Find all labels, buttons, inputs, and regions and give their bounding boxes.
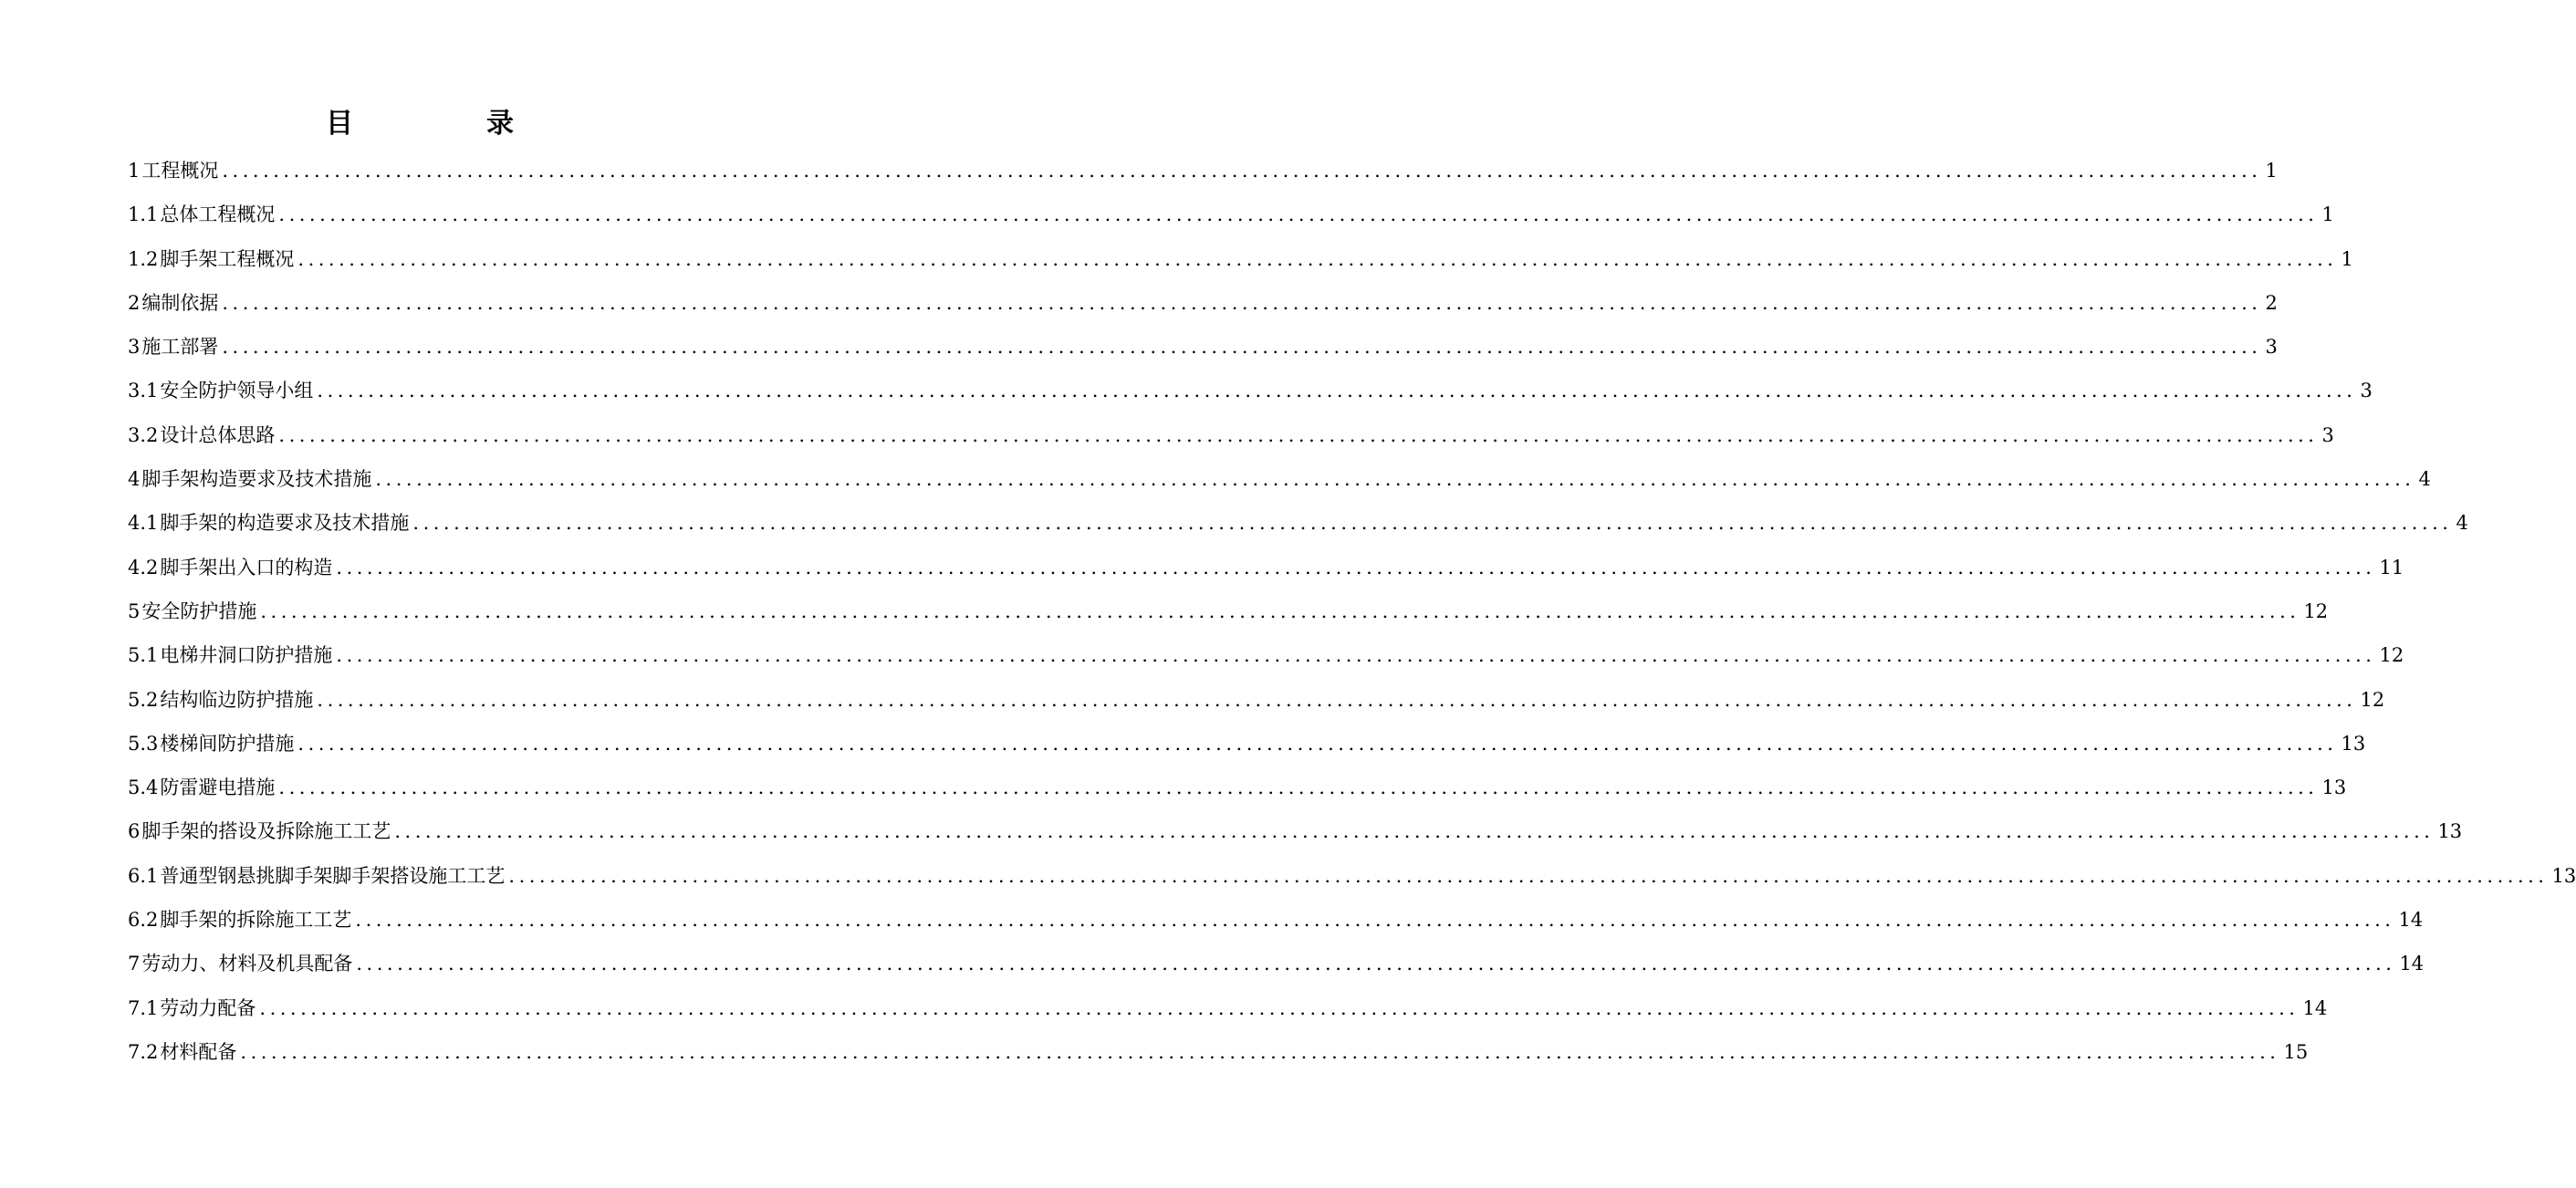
- toc-leader-dots: ........................................................................................................................................................................................................: [336, 644, 2376, 667]
- toc-entry-label: 编制依据: [141, 291, 219, 314]
- toc-entry[interactable]: [128, 325, 2278, 369]
- toc-entry[interactable]: [128, 457, 2431, 501]
- toc-entry-label: 脚手架的拆除施工工艺: [160, 909, 352, 932]
- toc-entry-label: 劳动力、材料及机具配备: [141, 953, 353, 975]
- toc-leader-dots: ........................................................................................................................................................................................................: [259, 996, 2300, 1019]
- toc-leader-dots: ........................................................................................................................................................................................................: [356, 953, 2396, 975]
- toc-entry-number: 6.1: [128, 864, 159, 887]
- toc-entry-number: 3: [128, 336, 141, 359]
- toc-entry[interactable]: [128, 678, 2385, 722]
- toc-leader-dots: ........................................................................................................................................................................................................: [260, 599, 2300, 622]
- toc-entry-label: 电梯井洞口防护措施: [160, 644, 333, 667]
- toc-entry-number: 5.4: [128, 776, 159, 799]
- toc-entry-label: 设计总体思路: [160, 423, 276, 446]
- toc-entry-label: 普通型钢悬挑脚手架脚手架搭设施工工艺: [160, 864, 506, 887]
- toc-entry[interactable]: [128, 193, 2334, 236]
- toc-entry-page: 11: [2379, 556, 2404, 578]
- toc-leader-dots: ........................................................................................................................................................................................................: [394, 820, 2435, 843]
- toc-leader-dots: ........................................................................................................................................................................................................: [278, 776, 2319, 799]
- toc-entry-label: 劳动力配备: [160, 996, 256, 1019]
- toc-leader-dots: ........................................................................................................................................................................................................: [222, 336, 2262, 359]
- toc-entry-number: 4.1: [128, 512, 159, 535]
- toc-entry-label: 脚手架的构造要求及技术措施: [160, 512, 410, 535]
- toc-entry-label: 脚手架出入口的构造: [160, 556, 333, 578]
- toc-entry[interactable]: [128, 369, 2373, 412]
- toc-entry-page: 1: [2265, 160, 2278, 182]
- toc-entry-page: 15: [2283, 1040, 2309, 1063]
- toc-entry-page: 12: [2379, 644, 2404, 667]
- toc-entry[interactable]: [128, 986, 2328, 1030]
- toc-leader-dots: ........................................................................................................................................................................................................: [297, 247, 2338, 270]
- toc-entry-page: 12: [2360, 688, 2385, 711]
- toc-entry-page: 3: [2360, 380, 2373, 402]
- toc-entry-label: 脚手架的搭设及拆除施工工艺: [141, 820, 391, 843]
- toc-entry-number: 7.1: [128, 996, 159, 1019]
- toc-leader-dots: ........................................................................................................................................................................................................: [375, 468, 2415, 491]
- toc-entry[interactable]: [128, 501, 2468, 545]
- toc-entry-page: 4: [2418, 468, 2431, 491]
- toc-entry-number: 3.1: [128, 380, 159, 402]
- toc-entry-page: 14: [2399, 953, 2425, 975]
- toc-leader-dots: ........................................................................................................................................................................................................: [222, 160, 2262, 182]
- toc-entry-page: 13: [2437, 820, 2463, 843]
- toc-entry-number: 7: [128, 953, 141, 975]
- toc-entry-label: 安全防护领导小组: [160, 380, 314, 402]
- toc-entry-label: 安全防护措施: [141, 599, 257, 622]
- toc-entry-page: 3: [2321, 423, 2334, 446]
- toc-leader-dots: ........................................................................................................................................................................................................: [317, 380, 2357, 402]
- toc-entry[interactable]: [128, 722, 2366, 766]
- toc-entry-label: 材料配备: [160, 1040, 237, 1063]
- toc-entry[interactable]: [128, 413, 2334, 457]
- toc-entry[interactable]: [128, 281, 2278, 325]
- toc-leader-dots: ........................................................................................................................................................................................................: [355, 909, 2395, 932]
- toc-entry-label: 楼梯间防护措施: [160, 732, 295, 755]
- toc-entry-label: 施工部署: [141, 336, 219, 359]
- toc-entry-number: 1.2: [128, 247, 159, 270]
- toc-leader-dots: ........................................................................................................................................................................................................: [336, 556, 2376, 578]
- toc-entry-number: 2: [128, 291, 141, 314]
- toc-entry-number: 7.2: [128, 1040, 159, 1063]
- table-of-contents: [128, 149, 2576, 1074]
- toc-entry-page: 13: [2551, 864, 2576, 887]
- toc-entry-page: 14: [2398, 909, 2424, 932]
- toc-entry-page: 12: [2303, 599, 2329, 622]
- toc-entry[interactable]: [128, 149, 2278, 193]
- toc-entry-page: 3: [2265, 336, 2278, 359]
- toc-leader-dots: ........................................................................................................................................................................................................: [412, 512, 2453, 535]
- toc-entry-label: 工程概况: [141, 160, 219, 182]
- toc-leader-dots: ........................................................................................................................................................................................................: [222, 291, 2262, 314]
- toc-entry[interactable]: [128, 546, 2404, 589]
- toc-entry-number: 5.1: [128, 644, 159, 667]
- toc-entry-number: 5.3: [128, 732, 159, 755]
- toc-entry[interactable]: [128, 766, 2347, 809]
- toc-entry[interactable]: [128, 633, 2404, 677]
- toc-entry-page: 2: [2265, 291, 2278, 314]
- toc-entry[interactable]: [128, 589, 2329, 633]
- toc-entry-number: 3.2: [128, 423, 159, 446]
- toc-entry-number: 1.1: [128, 203, 159, 226]
- page-title: 目 录: [326, 108, 567, 140]
- toc-entry-number: 4: [128, 468, 141, 491]
- toc-entry-label: 总体工程概况: [160, 203, 276, 226]
- toc-entry-page: 1: [2341, 247, 2353, 270]
- toc-leader-dots: ........................................................................................................................................................................................................: [297, 732, 2338, 755]
- toc-entry-page: 13: [2321, 776, 2347, 799]
- toc-entry[interactable]: [128, 898, 2424, 942]
- toc-entry-page: 13: [2341, 732, 2366, 755]
- toc-entry-label: 脚手架构造要求及技术措施: [141, 468, 372, 491]
- toc-entry-number: 5: [128, 599, 141, 622]
- toc-entry-number: 4.2: [128, 556, 159, 578]
- toc-entry[interactable]: [128, 1030, 2309, 1074]
- toc-leader-dots: ........................................................................................................................................................................................................: [317, 688, 2357, 711]
- toc-leader-dots: ........................................................................................................................................................................................................: [240, 1040, 2280, 1063]
- toc-entry-number: 6: [128, 820, 141, 843]
- toc-leader-dots: ........................................................................................................................................................................................................: [278, 423, 2319, 446]
- toc-entry-number: 6.2: [128, 909, 159, 932]
- toc-entry-label: 结构临边防护措施: [160, 688, 314, 711]
- toc-entry[interactable]: [128, 237, 2353, 281]
- toc-entry-number: 5.2: [128, 688, 159, 711]
- toc-entry-page: 4: [2456, 512, 2468, 535]
- toc-entry-label: 脚手架工程概况: [160, 247, 295, 270]
- toc-entry[interactable]: [128, 809, 2463, 853]
- toc-entry-number: 1: [128, 160, 141, 182]
- toc-leader-dots: ........................................................................................................................................................................................................: [508, 864, 2549, 887]
- toc-entry-label: 防雷避电措施: [160, 776, 276, 799]
- toc-entry-page: 1: [2321, 203, 2334, 226]
- toc-entry[interactable]: [128, 854, 2576, 898]
- toc-entry[interactable]: [128, 942, 2425, 985]
- toc-entry-page: 14: [2302, 996, 2328, 1019]
- toc-leader-dots: ........................................................................................................................................................................................................: [278, 203, 2319, 226]
